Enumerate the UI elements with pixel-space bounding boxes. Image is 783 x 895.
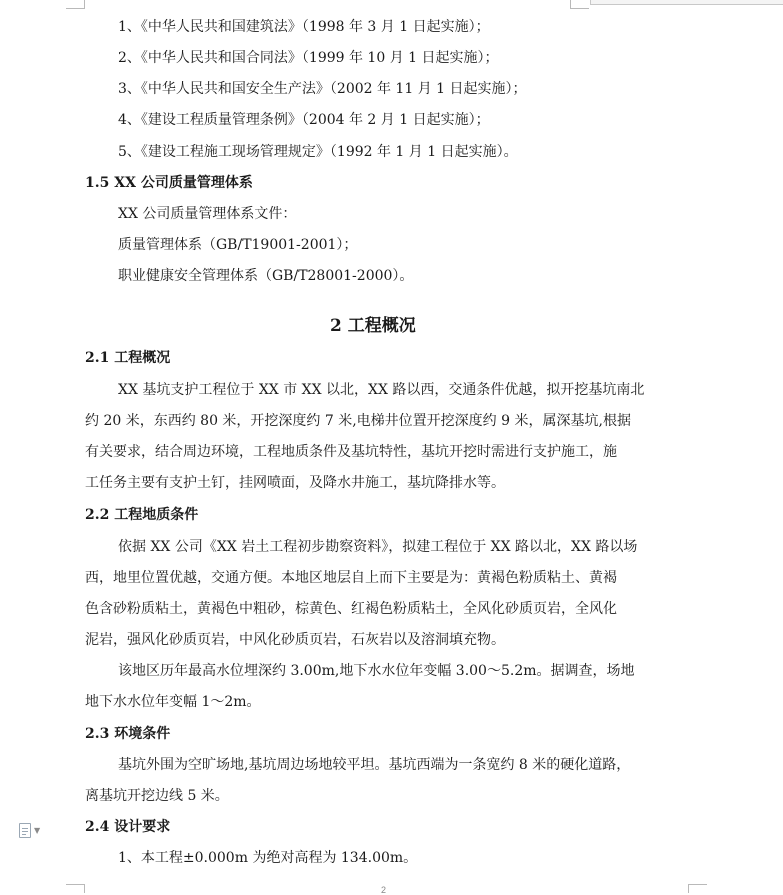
crop-mark-top-right	[570, 0, 589, 9]
paragraph-line: 质量管理体系（GB/T19001-2001）；	[118, 237, 358, 253]
paragraph-line: XX 公司质量管理体系文件：	[118, 206, 297, 222]
crop-mark-top-left	[66, 0, 85, 9]
law-item: 2、《中华人民共和国合同法》（1999 年 10 月 1 日起实施）；	[118, 50, 499, 66]
law-item: 4、《建设工程质量管理条例》（2004 年 2 月 1 日起实施）；	[118, 112, 490, 128]
paragraph-line: 1、本工程±0.000m 为绝对高程为 134.00m。	[118, 850, 418, 866]
paragraph-line: 有关要求，结合周边环境，工程地质条件及基坑特性，基坑开挖时需进行支护施工，施	[85, 444, 617, 460]
law-item: 3、《中华人民共和国安全生产法》（2002 年 11 月 1 日起实施）；	[118, 81, 527, 97]
paragraph-line: 地下水水位年变幅 1～2m。	[85, 694, 261, 710]
paragraph-line: 泥岩，强风化砂质页岩，中风化砂质页岩，石灰岩以及溶洞填充物。	[85, 632, 505, 648]
horizontal-scrollbar[interactable]	[590, 0, 783, 5]
document-icon[interactable]	[19, 822, 49, 838]
paragraph-line: 色含砂粉质粘土，黄褐色中粗砂，棕黄色、红褐色粉质粘土，全风化砂质页岩，全风化	[85, 601, 617, 617]
section-heading-2-2: 2.2 工程地质条件	[85, 507, 199, 523]
paragraph-line: 工任务主要有支护土钉，挂网喷面，及降水井施工，基坑降排水等。	[85, 475, 505, 491]
paragraph-line: 该地区历年最高水位埋深约 3.00m,地下水水位年变幅 3.00～5.2m。据调查，场地	[118, 663, 635, 679]
paragraph-line: 约 20 米，东西约 80 米，开挖深度约 7 米,电梯井位置开挖深度约 9 米，属深基坑,根据	[85, 413, 631, 429]
paragraph-line: 依据 XX 公司《XX 岩土工程初步勘察资料》，拟建工程位于 XX 路以北，XX 路以场	[118, 539, 638, 555]
paragraph-line: 基坑外围为空旷场地,基坑周边场地较平坦。基坑西端为一条宽约 8 米的硬化道路，	[118, 757, 631, 773]
section-heading-2-3: 2.3 环境条件	[85, 726, 171, 742]
crop-mark-bottom-right	[688, 884, 707, 893]
law-item: 5、《建设工程施工现场管理规定》（1992 年 1 月 1 日起实施）。	[118, 144, 518, 160]
section-heading-2-4: 2.4 设计要求	[85, 819, 171, 835]
paragraph-line: XX 基坑支护工程位于 XX 市 XX 以北，XX 路以西，交通条件优越，拟开挖基坑南北	[118, 382, 645, 398]
law-item: 1、《中华人民共和国建筑法》（1998 年 3 月 1 日起实施）；	[118, 19, 490, 35]
page-number: 2	[381, 885, 387, 895]
section-heading-1-5: 1.5 XX 公司质量管理体系	[85, 175, 253, 191]
section-heading-2-1: 2.1 工程概况	[85, 350, 171, 366]
paragraph-line: 职业健康安全管理体系（GB/T28001-2000）。	[118, 268, 414, 284]
page-icon	[19, 823, 31, 838]
chapter-title: 2 工程概况	[330, 316, 416, 336]
paragraph-line: 离基坑开挖边线 5 米。	[85, 788, 229, 804]
chevron-down-icon: ▼	[34, 825, 41, 835]
crop-mark-bottom-left	[66, 884, 85, 893]
paragraph-line: 西，地里位置优越，交通方便。本地区地层自上而下主要是为：黄褐色粉质粘土、黄褐	[85, 570, 617, 586]
